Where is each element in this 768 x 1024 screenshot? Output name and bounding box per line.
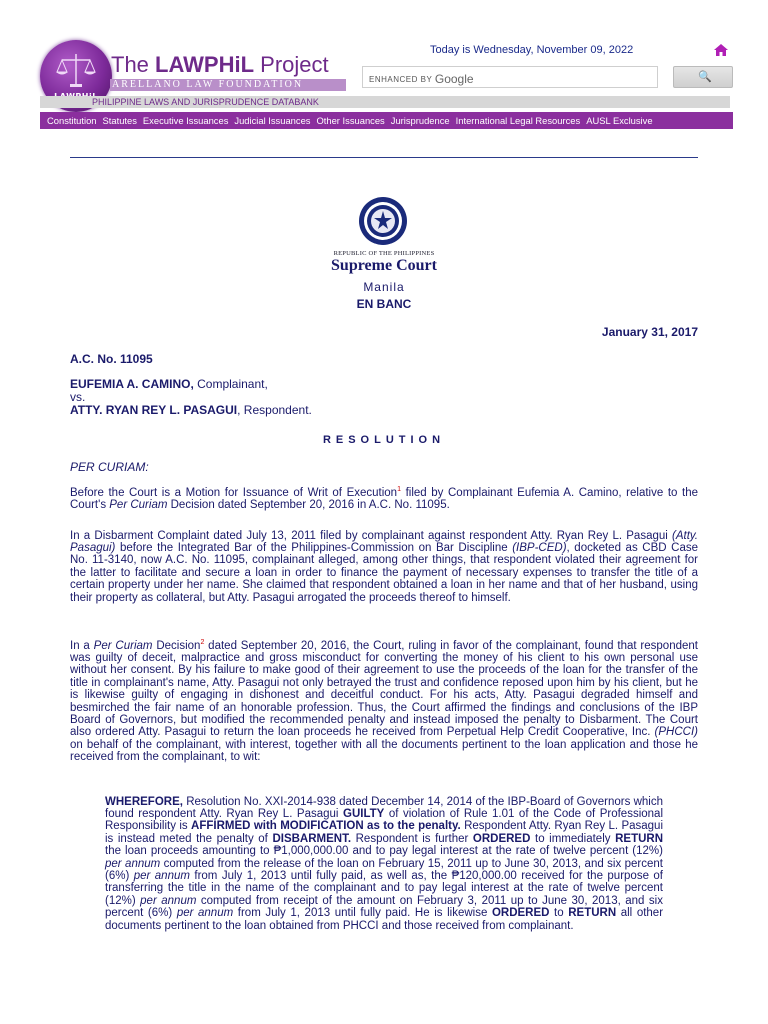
q-s1: WHEREFORE, xyxy=(105,795,183,808)
paragraph-3 xyxy=(70,640,698,764)
decision-date: January 31, 2017 xyxy=(601,325,698,339)
q-s15: per annum xyxy=(133,869,190,882)
footnote-link-1[interactable]: 1 xyxy=(397,485,401,493)
complainant-role: Complainant, xyxy=(193,377,268,391)
p1-text-d: Decision dated September 20, 2016 in A.C. No. 11095. xyxy=(167,498,450,511)
q-s14: computed from the release of the loan on February 15, 2011 up to June 30, 2013, and six percent (6%) xyxy=(105,857,663,882)
q-s20: from July 1, 2013 until fully paid. He is likewise xyxy=(233,907,492,920)
case-number: A.C. No. 11095 xyxy=(70,352,153,366)
q-s13: per annum xyxy=(105,857,161,870)
q-s24: all other documents pertinent to the loan obtained from PHCCI and those received from complainant. xyxy=(105,907,664,932)
nav-item-constitution[interactable]: Constitution xyxy=(47,115,97,126)
p3-text-a: In a xyxy=(70,639,94,652)
q-s17: per annum xyxy=(140,894,197,907)
q-s21: ORDERED xyxy=(491,907,550,920)
header-divider xyxy=(70,157,698,158)
per-curiam-label: PER CURIAM: xyxy=(70,460,149,474)
q-s22: to xyxy=(549,907,569,920)
home-icon[interactable] xyxy=(713,43,729,57)
site-title-brand: LAWPHiL xyxy=(155,52,255,77)
respondent-role: , Respondent. xyxy=(237,403,312,417)
site-subtitle: ARELLANO LAW FOUNDATION xyxy=(112,79,304,90)
q-s4: of violation of Rule 1.01 of the Code of Professional Responsibility is xyxy=(105,807,663,833)
q-s10: to immediately xyxy=(530,832,616,845)
p2-text-b: (Atty. Pasagui) xyxy=(70,529,698,554)
site-tagline: PHILIPPINE LAWS AND JURISPRUDENCE DATABANK xyxy=(92,97,319,107)
case-parties xyxy=(70,378,312,417)
site-title-suffix: Project xyxy=(254,52,329,77)
q-s16: from July 1, 2013 until fully paid, as well as, the ₱120,000.00 received for the purpose of transferring the title in the name of the complainant and to pay legal interest at the rate of twelve percent (12%) xyxy=(105,869,663,907)
complainant-line xyxy=(70,378,312,391)
nav-item-jurisprudence[interactable]: Jurisprudence xyxy=(390,115,450,126)
p1-text-c: Per Curiam xyxy=(109,498,168,511)
main-nav xyxy=(40,112,733,129)
p3-text-c: Decision xyxy=(152,639,201,652)
dispositive-quote xyxy=(105,796,663,932)
q-s12: the loan proceeds amounting to ₱1,000,000.00 and to pay legal interest at the rate of twelve percent (12%) xyxy=(105,845,663,858)
respondent-name: ATTY. RYAN REY L. PASAGUI xyxy=(70,403,238,417)
versus: vs. xyxy=(70,390,86,404)
q-s19: per annum xyxy=(176,907,234,920)
p3-text-e: (PHCCI) xyxy=(654,726,698,739)
nav-item-ausl-exclusive[interactable]: AUSL Exclusive xyxy=(586,115,653,126)
footnote-link-2[interactable]: 2 xyxy=(200,638,205,646)
p2-text-d: (IBP-CED) xyxy=(512,541,567,554)
nav-item-executive-issuances[interactable]: Executive Issuances xyxy=(142,115,229,126)
p2-text-c: before the Integrated Bar of the Philippines-Commission on Bar Discipline xyxy=(115,541,513,554)
court-name: Supreme Court xyxy=(331,257,437,274)
q-s3: GUILTY xyxy=(343,807,385,820)
q-s7: DISBARMENT. xyxy=(272,832,352,845)
q-s23: RETURN xyxy=(568,907,617,920)
today-date: Today is Wednesday, November 09, 2022 xyxy=(430,44,634,56)
p3-text-b: Per Curiam xyxy=(93,639,153,652)
search-button[interactable] xyxy=(673,66,733,88)
p2-text-a: In a Disbarment Complaint dated July 13, 2011 filed by complainant against respondent Atty. Ryan Rey L. Pasagui xyxy=(70,529,673,542)
p3-text-f: on behalf of the complainant, with interest, together with all the documents pertinent to the loan application and those he received from the complainant, to wit: xyxy=(70,738,698,764)
site-title[interactable] xyxy=(111,52,329,78)
supreme-court-seal-icon xyxy=(358,196,408,246)
p3-text-d: dated September 20, 2016, the Court, ruling in favor of the complainant, found that respondent was guilty of deceit, malpractice and gross misconduct for converting the money of his client to his own personal use without her consent. By his failure to make good of their agreement to use the proceeds of the loan for the transfer of the title in complainant's name, Atty. Pasagui not only betrayed the trust and confidence reposed upon him by his client, but he is likewise guilty of engaging in dishonest and deceitful conduct. For his acts, Atty. Pasagui degraded himself and besmirched the fair name of an honorable profession. Thus, the Court affirmed the findings and conclusions of the IBP Board of Governors, but modified the recommended penalty and instead imposed the penalty to Disbarment. The Court also ordered Atty. Pasagui to return the loan proceeds he received from Perpetual Help Credit Cooperative, Inc. xyxy=(70,639,698,739)
court-city: Manila xyxy=(363,280,405,294)
search-icon: 🔍 xyxy=(698,71,712,83)
p2-text-e: , docketed as CBD Case No. 11-3140, now A.C. No. 11095, complainant alleged, among other things, that respondent violated their agreement for the latter to facilitate and secure a loan in order to finance the payment of necessary expenses to transfer the title of a certain property under her name. She claimed that respondent obtained a loan in her name and that of her husband, using their property as collateral, but Atty. Pasagui arrogated the proceeds thereof to himself. xyxy=(70,541,698,604)
search-input[interactable] xyxy=(362,66,658,88)
paragraph-2 xyxy=(70,530,698,604)
paragraph-1 xyxy=(70,487,698,512)
complainant-name: EUFEMIA A. CAMINO, xyxy=(70,377,194,391)
q-s9: ORDERED xyxy=(472,832,531,845)
search-placeholder xyxy=(369,71,474,85)
q-s8: Respondent is further xyxy=(351,832,473,845)
nav-item-judicial-issuances[interactable]: Judicial Issuances xyxy=(234,115,311,126)
court-division: EN BANC xyxy=(356,297,412,311)
p1-text-a: Before the Court is a Motion for Issuance of Writ of Execution xyxy=(70,486,398,499)
nav-item-other-issuances[interactable]: Other Issuances xyxy=(316,115,385,126)
q-s2: Resolution No. XXI-2014-938 dated December 14, 2014 of the IBP-Board of Governors which found respondent Atty. Ryan Rey L. Pasagui xyxy=(105,795,663,820)
q-s11: RETURN xyxy=(615,832,664,845)
q-s5: AFFIRMED with MODIFICATION as to the penalty. xyxy=(191,820,461,833)
resolution-heading: RESOLUTION xyxy=(322,434,446,446)
p1-text-b: filed by Complainant Eufemia A. Camino, relative to the Court's xyxy=(70,486,699,511)
site-title-prefix: The xyxy=(111,52,156,77)
nav-item-international-legal-resources[interactable]: International Legal Resources xyxy=(455,115,581,126)
q-s6: Respondent Atty. Ryan Rey L. Pasagui is instead meted the penalty of xyxy=(105,820,664,845)
nav-item-statutes[interactable]: Statutes xyxy=(102,115,137,126)
google-label: Google xyxy=(434,72,474,86)
q-s18: computed from receipt of the amount on February 3, 2011 up to June 30, 2013, and six percent (6%) xyxy=(105,894,663,920)
search-placeholder-prefix: ENHANCED BY xyxy=(369,75,435,84)
respondent-line xyxy=(70,404,312,417)
republic-label: REPUBLIC OF THE PHILIPPINES xyxy=(333,250,435,257)
